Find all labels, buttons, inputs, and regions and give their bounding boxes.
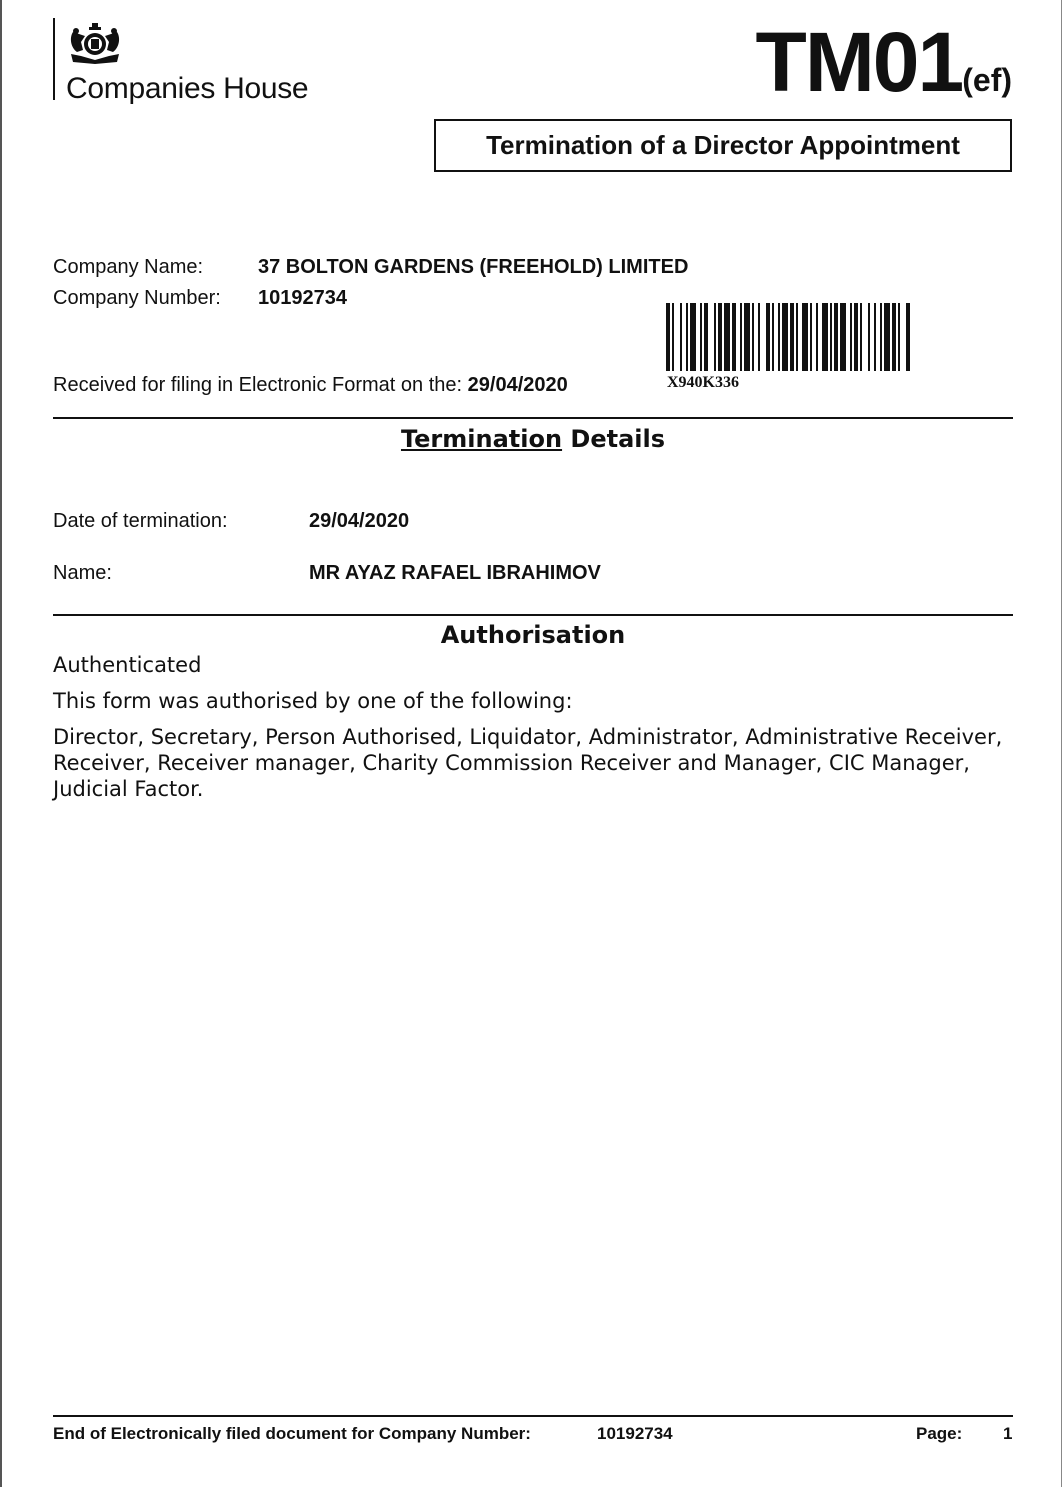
barcode-bar: [724, 303, 730, 371]
brand-name: Companies House: [66, 72, 309, 105]
authorisation-heading: Authorisation: [440, 621, 626, 649]
barcode: [666, 303, 1003, 371]
barcode-bar: [744, 303, 750, 371]
barcode-bar: [834, 303, 838, 371]
barcode-bar: [816, 303, 818, 371]
barcode-bar: [810, 303, 812, 371]
barcode-bar: [822, 303, 828, 371]
termination-date-value: 29/04/2020: [309, 510, 410, 532]
barcode-bar: [704, 303, 708, 371]
barcode-bar: [782, 303, 788, 371]
footer-page-number: 1: [1003, 1424, 1013, 1443]
company-number-value: 10192734: [258, 287, 347, 309]
divider: [53, 417, 1013, 419]
barcode-bar: [772, 303, 774, 371]
barcode-bar: [868, 303, 870, 371]
received-label: Received for filing in Electronic Format on the:: [53, 374, 463, 396]
barcode-bar: [686, 303, 688, 371]
received-line: [53, 374, 568, 397]
termination-heading: [53, 425, 1013, 453]
barcode-bar: [680, 303, 682, 371]
barcode-bar: [874, 303, 876, 371]
barcode-bar: [778, 303, 780, 371]
authorisation-status: Authenticated: [53, 653, 202, 677]
barcode-bar: [666, 303, 670, 371]
page-edge: [0, 0, 2, 1487]
footer-page-label: Page:: [916, 1424, 963, 1443]
barcode-bar: [880, 303, 882, 371]
barcode-bar: [718, 303, 722, 371]
director-name-label: Name:: [53, 562, 112, 584]
barcode-bar: [796, 303, 798, 371]
barcode-bar: [840, 303, 846, 371]
barcode-bar: [898, 303, 900, 371]
divider: [53, 614, 1013, 616]
authorisation-roles: Director, Secretary, Person Authorised, Liquidator, Administrator, Administrative Receiver, Receiver, Receiver manager, Charity Commission Receiver and Manager, CIC Manager, Judicial Factor.: [53, 725, 1003, 801]
barcode-bar: [714, 303, 716, 371]
director-name-value: MR AYAZ RAFAEL IBRAHIMOV: [309, 562, 601, 584]
barcode-bar: [766, 303, 770, 371]
barcode-bar: [672, 303, 674, 371]
barcode-bar: [752, 303, 754, 371]
barcode-bar: [830, 303, 832, 371]
barcode-text: X940K336: [667, 374, 739, 391]
termination-heading-part2: Details: [570, 425, 666, 453]
footer-company-number: 10192734: [597, 1424, 673, 1443]
termination-heading-part1: Termination: [400, 425, 563, 453]
barcode-bar: [860, 303, 862, 371]
company-name-value: 37 BOLTON GARDENS (FREEHOLD) LIMITED: [258, 256, 689, 278]
royal-crest-icon: [67, 22, 123, 66]
company-name-label: Company Name:: [53, 256, 204, 278]
barcode-bar: [700, 303, 702, 371]
barcode-bar: [790, 303, 794, 371]
received-date: 29/04/2020: [467, 374, 568, 396]
form-code-suffix: (ef): [962, 62, 1012, 98]
barcode-bar: [892, 303, 896, 371]
termination-date-label: Date of termination:: [53, 510, 228, 532]
barcode-bar: [906, 303, 910, 371]
footer-end-text: End of Electronically filed document for Company Number:: [53, 1424, 531, 1443]
barcode-bar: [758, 303, 760, 371]
barcode-bar: [854, 303, 858, 371]
form-title: Termination of a Director Appointment: [434, 119, 1012, 172]
form-code: [756, 14, 1012, 111]
barcode-bar: [850, 303, 852, 371]
footer-divider: [53, 1415, 1013, 1417]
logo-divider: [53, 18, 55, 100]
authorisation-intro: This form was authorised by one of the following:: [53, 689, 573, 713]
barcode-bar: [802, 303, 808, 371]
barcode-bar: [884, 303, 890, 371]
barcode-bar: [690, 303, 696, 371]
barcode-bar: [732, 303, 736, 371]
barcode-bar: [740, 303, 742, 371]
company-number-label: Company Number:: [53, 287, 221, 309]
form-code-number: TM01: [755, 15, 963, 109]
